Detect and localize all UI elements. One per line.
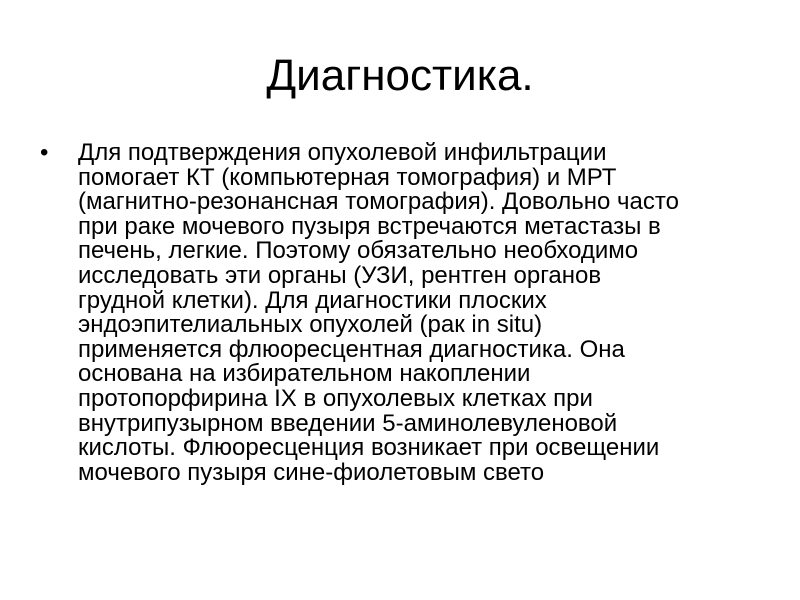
- bullet-text-line: исследовать эти органы (УЗИ, рентген органов: [78, 261, 602, 289]
- bullet-text-line: при раке мочевого пузыря встречаются метастазы в: [78, 212, 661, 240]
- bullet-item: [40, 141, 760, 485]
- bullet-text-line: кислоты. Флюоресценция возникает при освещении: [78, 434, 660, 462]
- bullet-text-line: внутрипузырном введении 5-аминолевуленовой: [78, 409, 618, 437]
- bullet-text-line: мочевого пузыря сине-фиолетовым свето: [78, 458, 545, 486]
- bullet-icon: •: [40, 139, 49, 166]
- bullet-text-line: грудной клетки). Для диагностики плоских: [78, 286, 547, 314]
- bullet-text-line: (магнитно-резонансная томография). Довольно часто: [78, 188, 679, 216]
- bullet-text-line: печень, легкие. Поэтому обязательно необходимо: [78, 237, 639, 265]
- bullet-text-line: Для подтверждения опухолевой инфильтрации: [78, 139, 607, 166]
- bullet-text-line: протопорфирина IX в опухолевых клетках при: [78, 384, 593, 412]
- bullet-text-line: эндоэпителиальных опухолей (рак in situ): [78, 311, 543, 339]
- bullet-list: [40, 141, 760, 485]
- slide-title: Диагностика.: [266, 51, 534, 100]
- bullet-text-line: помогает КТ (компьютерная томография) и МРТ: [78, 163, 617, 191]
- bullet-text-line: основана на избирательном накоплении: [78, 360, 531, 388]
- bullet-text-line: применяется флюоресцентная диагностика. Она: [78, 335, 625, 363]
